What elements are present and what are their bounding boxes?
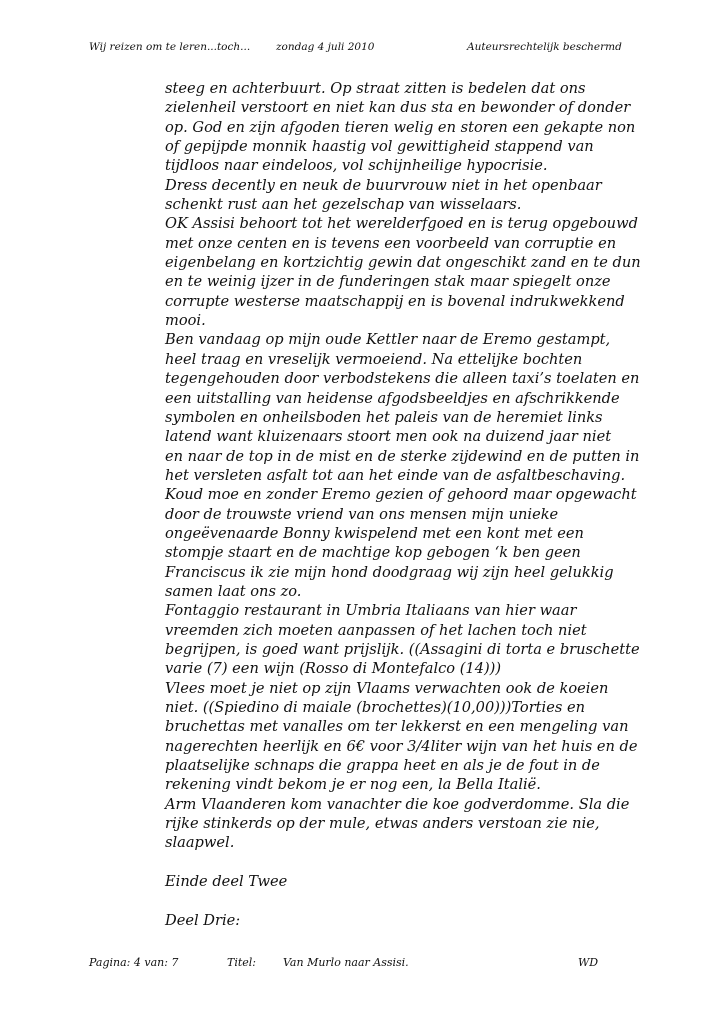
text-line: steeg en achterbuurt. Op straat zitten is bedelen dat ons — [165, 80, 586, 97]
text-line: mooi. — [165, 312, 206, 330]
author-initials: WD — [578, 956, 599, 969]
text-line: Ben vandaag op mijn oude Kettler naar de Eremo gestampt, — [165, 331, 611, 349]
text-line: ongeëvenaarde Bonny kwispelend met een kont met een — [165, 524, 584, 542]
end-of-part-heading: Einde deel Twee — [165, 873, 288, 891]
text-line: stompje staart en de machtige kop gebogen ‘k ben geen — [165, 544, 581, 562]
text-line: rekening vindt bekom je er nog een, la Bella Italië. — [165, 776, 541, 794]
title-label: Titel: — [227, 956, 257, 969]
text-line: door de trouwste vriend van ons mensen mijn unieke — [165, 505, 559, 523]
header-series-title: Wij reizen om te leren...toch... — [89, 41, 251, 53]
text-line: plaatselijke schnaps die grappa heet en als je de fout in de — [165, 757, 600, 775]
text-line: rijke stinkerds op der mule, etwas anders verstoan zie nie, — [165, 815, 600, 833]
document-body — [165, 79, 665, 930]
blank-line — [165, 891, 665, 910]
text-line: tijdloos naar eindeloos, vol schijnheilige hypocrisie. — [165, 157, 548, 175]
text-line: schenkt rust aan het gezelschap van wisselaars. — [165, 196, 522, 214]
text-line: Fontaggio restaurant in Umbria Italiaans van hier waar — [165, 602, 577, 620]
text-line: Arm Vlaanderen kom vanachter die koe godverdomme. Sla die — [165, 795, 630, 813]
text-line: het versleten asfalt tot aan het einde van de asfaltbeschaving. — [165, 466, 626, 484]
text-line: OK Assisi behoort tot het werelderfgoed en is terug opgebouwd — [165, 215, 638, 233]
text-line: Vlees moet je niet op zijn Vlaams verwachten ook de koeien — [165, 679, 609, 697]
text-line: slaapwel. — [165, 834, 235, 852]
text-line: tegengehouden door verbodstekens die alleen taxi’s toelaten en — [165, 370, 640, 388]
text-line: zielenheil verstoort en niet kan dus sta en bewonder of donder — [165, 99, 631, 117]
text-line: met onze centen en is tevens een voorbeeld van corruptie en — [165, 234, 617, 252]
text-line: begrijpen, is goed want prijslijk. ((Assagini di torta e bruschette — [165, 640, 640, 658]
text-line: corrupte westerse maatschappij en is bovenal indrukwekkend — [165, 292, 625, 310]
text-line: Franciscus ik zie mijn hond doodgraag wij zijn heel gelukkig — [165, 563, 614, 581]
text-line: een uitstalling van heidense afgodsbeeldjes en afschrikkende — [165, 389, 620, 407]
text-line: eigenbelang en kortzichtig gewin dat ongeschikt zand en te dun — [165, 254, 641, 272]
text-line: varie (7) een wijn (Rosso di Montefalco (14))) — [165, 660, 502, 678]
text-line: en te weinig ijzer in de funderingen stak maar spiegelt onze — [165, 273, 611, 291]
page-header — [0, 41, 724, 57]
header-copyright-notice: Auteursrechtelijk beschermd — [467, 41, 622, 53]
header-date: zondag 4 juli 2010 — [276, 41, 375, 53]
text-line: niet. ((Spiedino di maiale (brochettes)(10,00)))Torties en — [165, 699, 586, 716]
text-line: Dress decently en neuk de buurvrouw niet in het openbaar — [165, 176, 602, 194]
text-line: latend want kluizenaars stoort men ook na duizend jaar niet — [165, 428, 612, 446]
next-part-heading: Deel Drie: — [165, 911, 241, 929]
blank-line — [165, 853, 665, 872]
text-line: of gepijpde monnik haastig vol gewittigheid stappend van — [165, 138, 594, 156]
text-line: nagerechten heerlijk en 6€ voor 3/4liter wijn van het huis en de — [165, 737, 638, 755]
text-line: op. God en zijn afgoden tieren welig en storen een gekapte non — [165, 118, 636, 136]
text-line: Koud moe en zonder Eremo gezien of gehoord maar opgewacht — [165, 486, 637, 504]
text-line: vreemden zich moeten aanpassen of het lachen toch niet — [165, 621, 587, 639]
text-line: heel traag en vreselijk vermoeiend. Na ettelijke bochten — [165, 350, 583, 368]
page-number: Pagina: 4 van: 7 — [89, 956, 179, 969]
page-footer — [0, 956, 724, 972]
text-line: en naar de top in de mist en de sterke zijdewind en de putten in — [165, 447, 640, 465]
document-title: Van Murlo naar Assisi. — [283, 956, 409, 969]
text-line: samen laat ons zo. — [165, 582, 302, 600]
text-line: bruchettas met vanalles om ter lekkerst en een mengeling van — [165, 718, 629, 736]
text-line: symbolen en onheilsboden het paleis van de heremiet links — [165, 408, 603, 426]
